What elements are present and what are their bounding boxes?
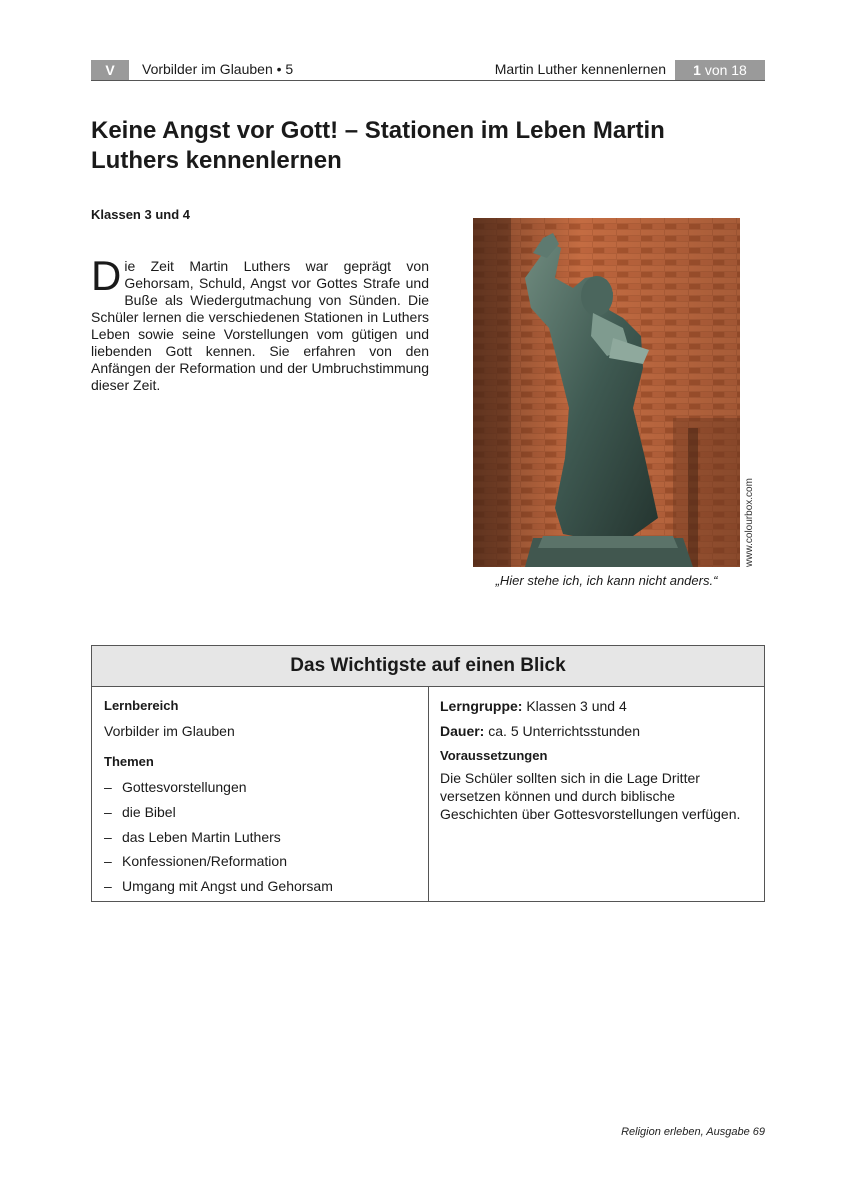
photo-caption: „Hier stehe ich, ich kann nicht anders.“ (495, 573, 718, 588)
topics-label: Themen (104, 754, 154, 769)
header-rule (91, 80, 765, 81)
photo-credit (744, 470, 758, 567)
page-title: Keine Angst vor Gott! – Stationen im Leben Martin Luthers kennenlernen (91, 117, 665, 174)
duration (440, 722, 745, 740)
section-badge: V (91, 60, 129, 80)
topics-list (104, 778, 414, 895)
topic-item: – Konfessionen/Reformation (104, 853, 287, 870)
summary-left-column (104, 697, 414, 902)
topic-item: – die Bibel (104, 803, 176, 820)
duration-value: ca. 5 Unterrichtsstunden (488, 723, 640, 739)
topic-item: – das Leben Martin Luthers (104, 828, 281, 845)
page-total: von 18 (704, 62, 747, 78)
summary-heading: Das Wichtigste auf einen Blick (92, 646, 764, 687)
intro-paragraph (91, 252, 429, 394)
dropcap: D (91, 252, 122, 299)
topic-item: – Gottesvorstellungen (104, 779, 247, 795)
summary-column-divider (428, 687, 429, 901)
summary-box (91, 645, 765, 902)
page-indicator (675, 60, 765, 80)
topic-item: – Umgang mit Angst und Gehorsam (104, 878, 333, 895)
learning-area-value: Vorbilder im Glauben (104, 723, 235, 739)
duration-label: Dauer: (440, 723, 485, 739)
page-current: 1 (693, 62, 701, 78)
luther-statue-photo (473, 218, 740, 567)
footer-source: Religion erleben, Ausgabe 69 (621, 1126, 765, 1138)
intro-text: ie Zeit Martin Luthers war geprägt von Gehorsam, Schuld, Angst vor Gottes Strafe und Buße als Wiedergutmachung von Sünden. Die Schüler lernen die verschiedenen Stationen in Luthers Leben sowie seine Vorstellungen vom gütigen und liebenden Gott kennen. Sie erfahren von den Anfängen der Reformation und der Umbruchstimmung dieser Zeit. (91, 258, 429, 393)
learning-area-label: Lernbereich (104, 698, 179, 713)
series-label: Vorbilder im Glauben • 5 (142, 61, 294, 77)
requirements-label: Voraussetzungen (440, 748, 548, 763)
requirements-text: Die Schüler sollten sich in die Lage Dritter versetzen können und durch biblische Geschichten über Gottesvorstellungen verfügen. (440, 770, 741, 822)
grade-label: Klassen 3 und 4 (91, 207, 190, 222)
photo-credit-text: www.colourbox.com (744, 478, 755, 567)
topic-label: Martin Luther kennenlernen (494, 61, 666, 77)
learning-group (440, 697, 745, 715)
learning-group-value: Klassen 3 und 4 (526, 698, 627, 714)
learning-group-label: Lerngruppe: (440, 698, 523, 714)
summary-right-column (440, 697, 745, 823)
